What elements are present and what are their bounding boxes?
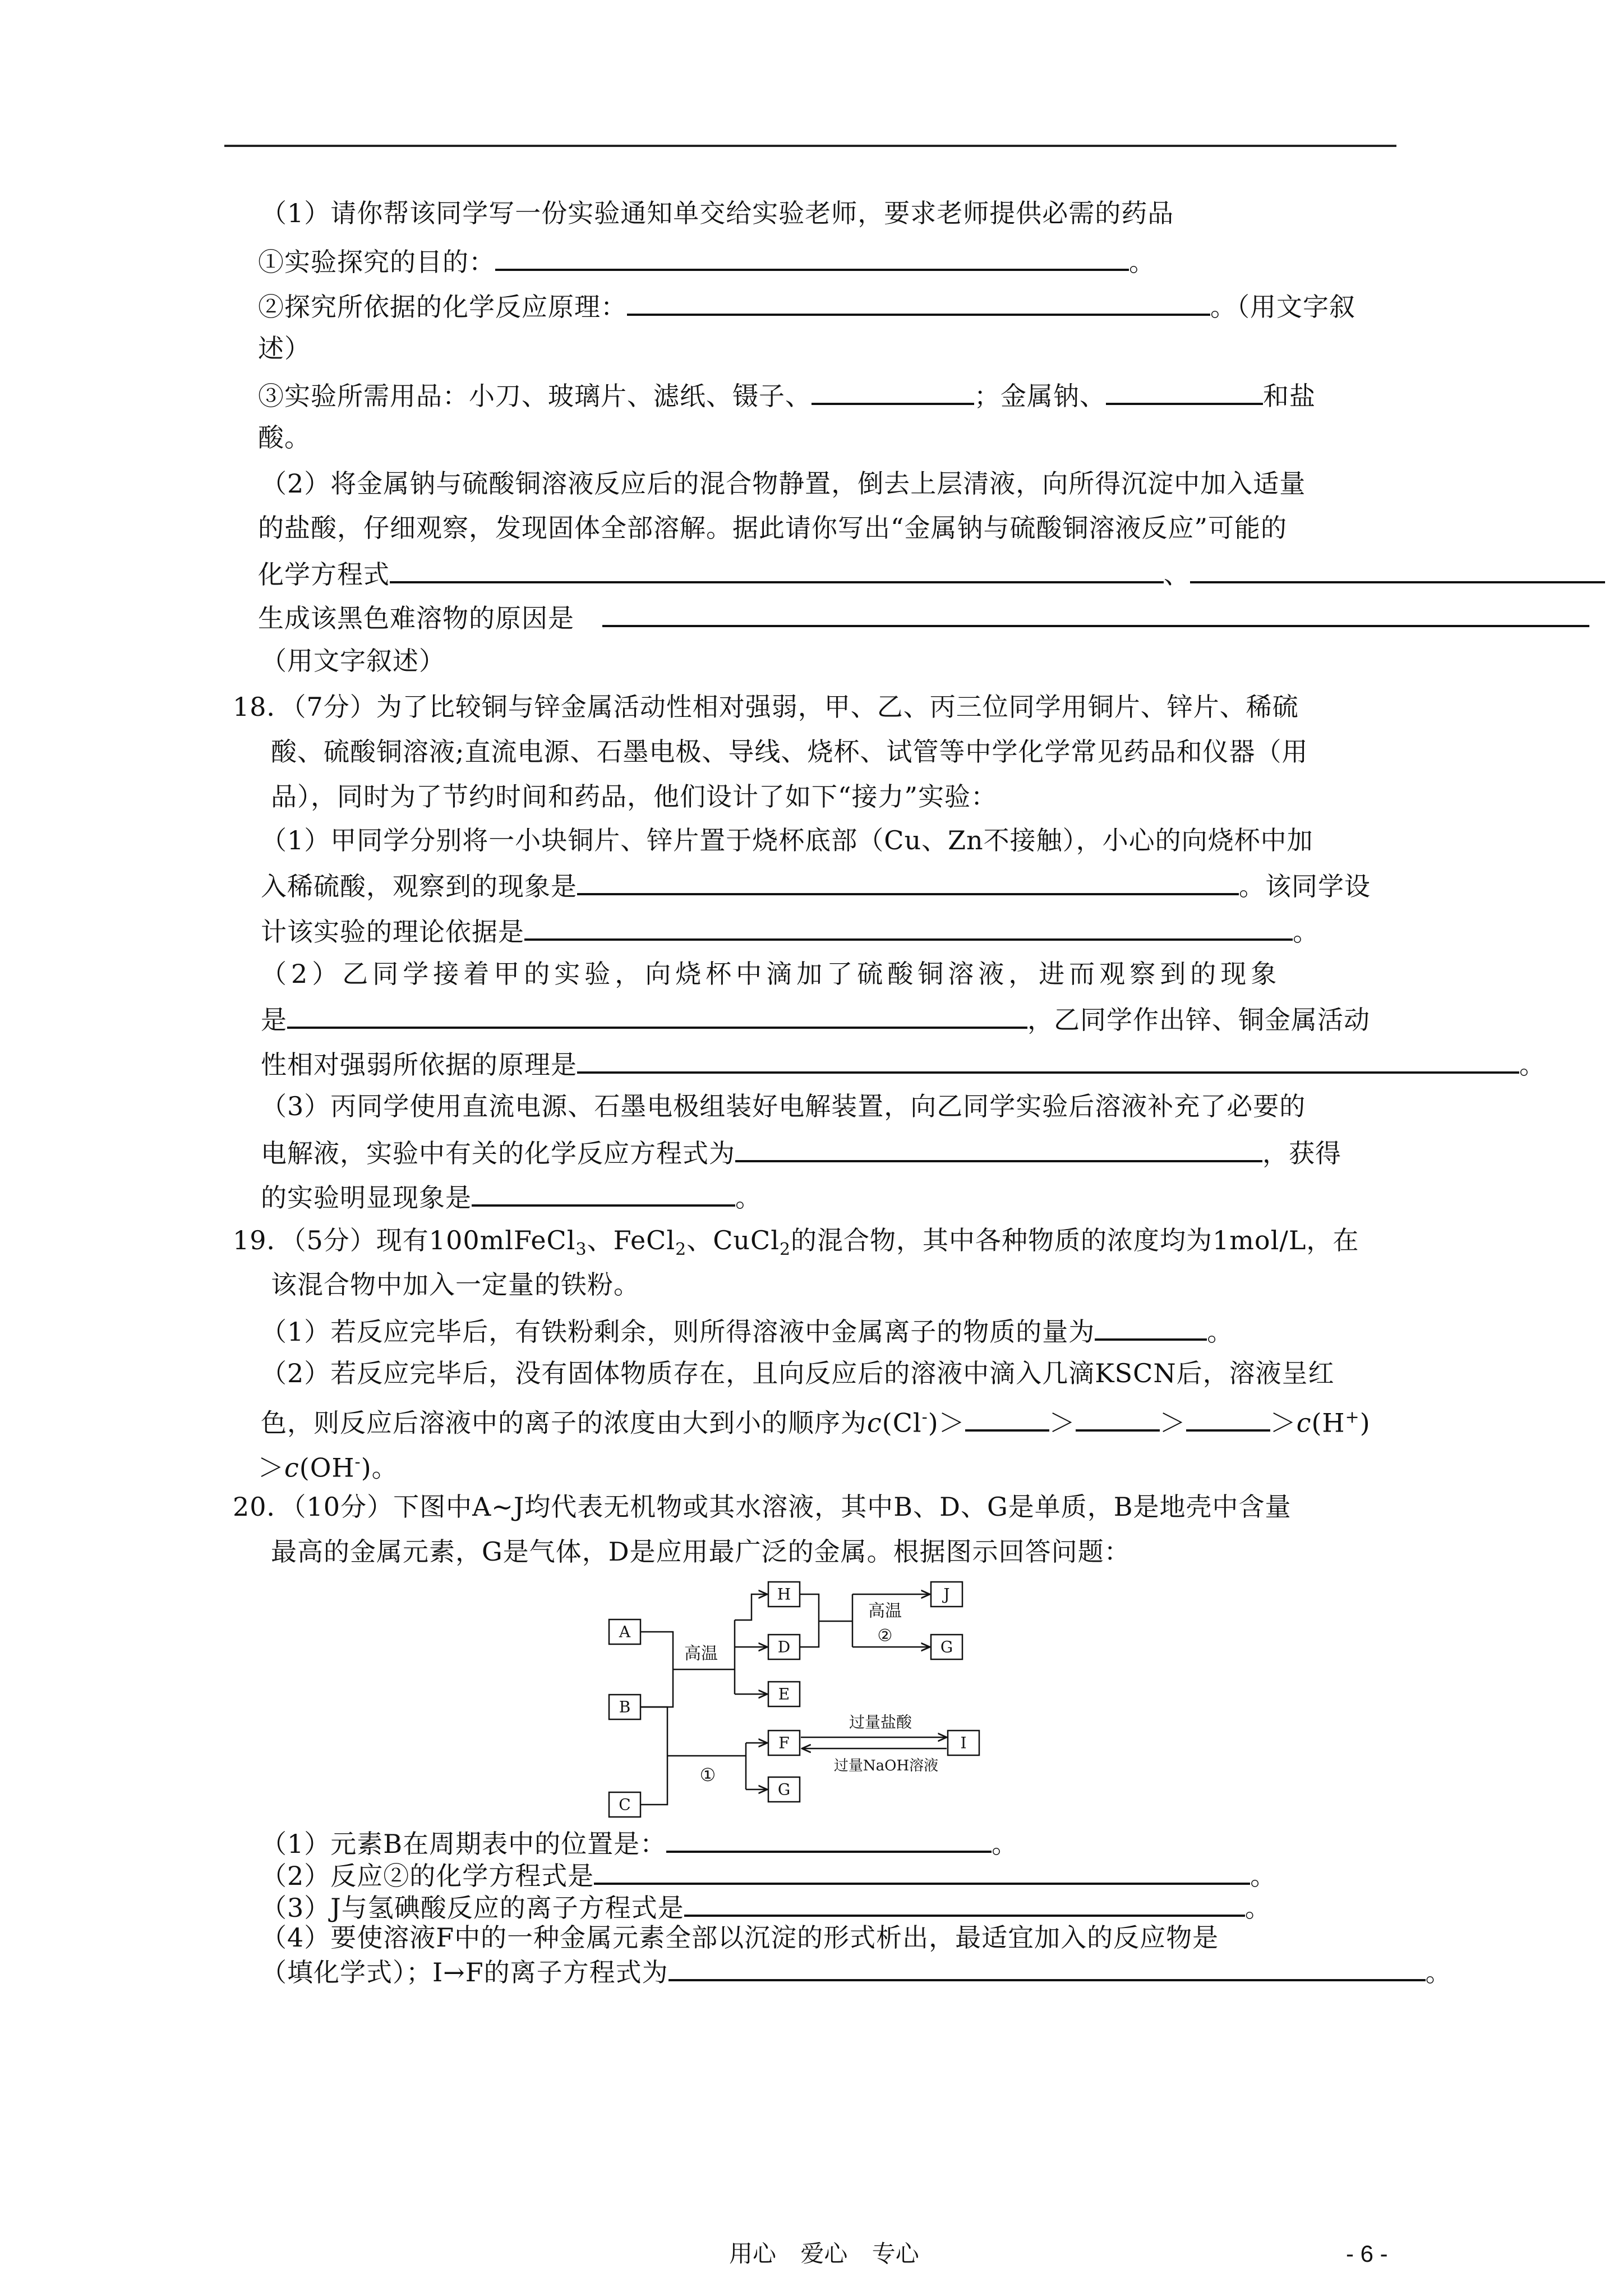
q18-part2-line3: 性相对强弱所依据的原理是 。	[261, 1046, 1546, 1082]
q18-stem-line1: 18．（7分）为了比较铜与锌金属活动性相对强弱，甲、乙、丙三位同学用铜片、锌片、稀硫	[233, 692, 1299, 722]
q17-part2-line4: 生成该黑色难溶物的原因是	[258, 599, 1589, 635]
arrow-to-H	[735, 1594, 767, 1620]
label-D: D	[777, 1637, 791, 1657]
answer-blank[interactable]	[594, 1857, 1250, 1885]
answer-blank[interactable]	[524, 913, 1293, 941]
condition-high-temp: 高温	[684, 1644, 718, 1664]
label-G: G	[777, 1780, 791, 1799]
q18-part3-line2: 电解液，实验中有关的化学反应方程式为 ，获得	[261, 1134, 1341, 1170]
answer-blank[interactable]	[627, 288, 1210, 316]
footer-motto: 用心 爱心 专心	[729, 2240, 919, 2267]
q18-part1-line3: 计该实验的理论依据是 。	[261, 913, 1319, 949]
q20-part1: （1）元素B在周期表中的位置是： 。	[261, 1825, 1018, 1861]
label-A: A	[619, 1622, 631, 1641]
q19-part1: （1）若反应完毕后，有铁粉剩余，则所得溶液中金属离子的物质的量为 。	[261, 1313, 1233, 1349]
answer-blank[interactable]	[811, 377, 974, 405]
header-rule	[224, 145, 1396, 147]
q17-purpose: ①实验探究的目的： 。	[258, 243, 1155, 279]
answer-blank[interactable]	[495, 243, 1129, 271]
label-B: B	[619, 1697, 631, 1717]
answer-blank[interactable]	[666, 1825, 992, 1853]
q17-part2-line2: 的盐酸，仔细观察，发现固体全部溶解。据此请你写出“金属钠与硫酸铜溶液反应”可能的	[258, 513, 1288, 543]
q17-part2-line5: （用文字叙述）	[261, 646, 445, 676]
condition-high-temp-2: 高温	[868, 1601, 902, 1621]
q18-part3-line1: （3）丙同学使用直流电源、石墨电极组装好电解装置，向乙同学实验后溶液补充了必要的	[261, 1091, 1306, 1121]
q17-items: ③实验所需用品：小刀、玻璃片、滤纸、镊子、 ；金属钠、 和盐	[258, 377, 1316, 413]
q19-part2-line2: 色，则反应后溶液中的离子的浓度由大到小的顺序为c(Cl-)＞ ＞ ＞ ＞c(H+)	[261, 1401, 1371, 1439]
answer-blank[interactable]	[1095, 1313, 1207, 1341]
answer-blank[interactable]	[1186, 1404, 1270, 1432]
q18-part1-line1: （1）甲同学分别将一小块铜片、锌片置于烧杯底部（Cu、Zn不接触），小心的向烧杯中加	[261, 825, 1313, 855]
q17-principle: ②探究所依据的化学反应原理： 。（用文字叙	[258, 288, 1355, 324]
answer-blank[interactable]	[965, 1404, 1049, 1432]
answer-blank[interactable]	[390, 555, 1164, 583]
q20-part2: （2）反应②的化学方程式是 。	[261, 1857, 1276, 1893]
answer-blank[interactable]	[1190, 555, 1605, 583]
label-E: E	[778, 1685, 790, 1704]
q17-part2-line3: 化学方程式 、	[258, 555, 1605, 591]
q18-part2-line1: （2）乙同学接着甲的实验，向烧杯中滴加了硫酸铜溶液，进而观察到的现象	[261, 959, 1281, 989]
answer-blank[interactable]	[577, 867, 1239, 895]
q20-part4-line1: （4）要使溶液F中的一种金属元素全部以沉淀的形式析出，最适宜加入的反应物是	[261, 1922, 1219, 1953]
q20-part4-line2: （填化学式）；I→F的离子方程式为 。	[261, 1953, 1452, 1989]
reaction-1-marker: ①	[699, 1764, 716, 1786]
answer-blank[interactable]	[602, 599, 1589, 627]
label-J: J	[943, 1585, 950, 1604]
q17-part1: （1）请你帮该同学写一份实验通知单交给实验老师，要求老师提供必需的药品	[261, 198, 1174, 228]
q19-part2-line3: ＞c(OH-)。	[258, 1452, 398, 1483]
answer-blank[interactable]	[577, 1046, 1519, 1074]
q19-stem-line1: 19．（5分）现有100mlFeCl$_3$、FeCl$_2$、CuCl$_2$的混合物，其中各种物质的浓度均为1mol/L，在	[233, 1225, 1359, 1260]
q20-part3: （3）J与氢碘酸反应的离子方程式是 。	[261, 1889, 1271, 1925]
q20-stem-line1: 20．（10分）下图中A~J均代表无机物或其水溶液，其中B、D、G是单质，B是地壳中含量	[233, 1492, 1292, 1522]
q18-part3-line3: 的实验明显现象是 。	[261, 1179, 762, 1214]
answer-blank[interactable]	[1076, 1404, 1160, 1432]
q17-principle-cont: 述）	[258, 333, 311, 364]
reaction-2-marker: ②	[877, 1626, 893, 1646]
q17-items-cont: 酸。	[258, 422, 311, 453]
q18-stem-line3: 品），同时为了节约时间和药品，他们设计了如下“接力”实验：	[271, 781, 998, 812]
label-F: F	[778, 1733, 790, 1752]
page-number: - 6 -	[1346, 2240, 1388, 2267]
q18-stem-line2: 酸、硫酸铜溶液;直流电源、石墨电极、导线、烧杯、试管等中学化学常见药品和仪器（用	[271, 737, 1308, 767]
answer-blank[interactable]	[668, 1953, 1426, 1981]
label-G-gas: G	[940, 1637, 953, 1657]
answer-blank[interactable]	[1106, 377, 1263, 405]
connector-HD	[800, 1594, 819, 1647]
answer-blank[interactable]	[684, 1889, 1245, 1917]
q18-part1-line2: 入稀硫酸，观察到的现象是 。该同学设	[261, 867, 1371, 903]
answer-blank[interactable]	[735, 1134, 1262, 1162]
q20-stem-line2: 最高的金属元素，G是气体，D是应用最广泛的金属。根据图示回答问题：	[271, 1536, 1131, 1567]
reaction-flow-diagram	[600, 1571, 1004, 1823]
q18-part2-line2: 是 ，乙同学作出锌、铜金属活动	[261, 1001, 1370, 1037]
answer-blank[interactable]	[472, 1179, 735, 1207]
connector-AB	[640, 1632, 673, 1707]
connector-BC	[640, 1707, 667, 1805]
excess-hcl-label: 过量盐酸	[849, 1713, 912, 1732]
excess-naoh-label: 过量NaOH溶液	[833, 1757, 939, 1774]
q19-stem-line2: 该混合物中加入一定量的铁粉。	[271, 1269, 640, 1300]
label-C: C	[619, 1795, 631, 1814]
answer-blank[interactable]	[287, 1001, 1027, 1029]
label-I: I	[960, 1733, 967, 1752]
q17-part2-line1: （2）将金属钠与硫酸铜溶液反应后的混合物静置，倒去上层清液，向所得沉淀中加入适量	[261, 468, 1306, 499]
q19-part2-line1: （2）若反应完毕后，没有固体物质存在，且向反应后的溶液中滴入几滴KSCN后，溶液呈红	[261, 1358, 1335, 1388]
label-H: H	[777, 1585, 791, 1604]
